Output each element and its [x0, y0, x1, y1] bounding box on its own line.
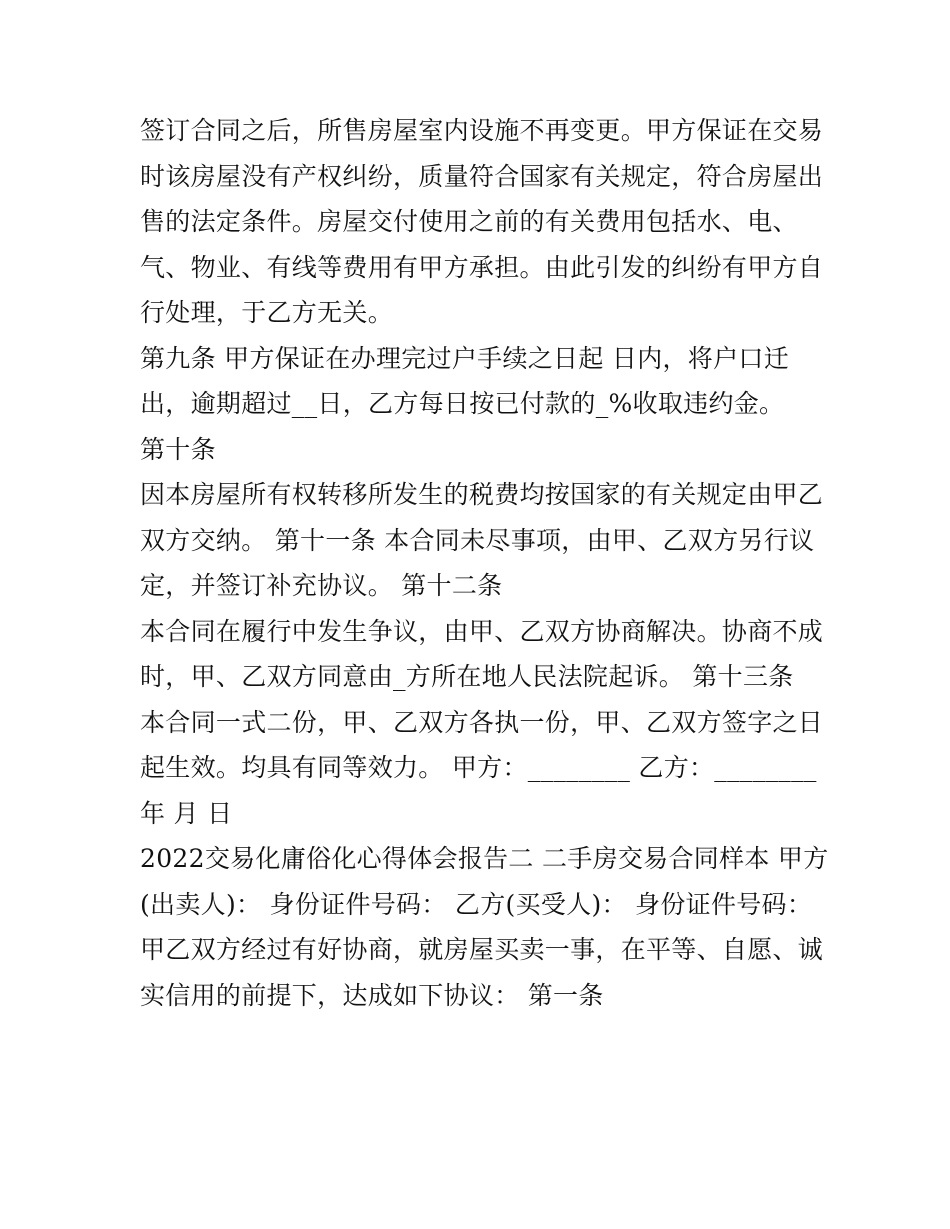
article-9-line-1: 第九条 甲方保证在办理完过户手续之日起 日内，将户口迁 — [140, 343, 789, 373]
article-10-line-1: 因本房屋所有权转移所发生的税费均按国家的有关规定由甲乙 — [140, 480, 824, 509]
agreement-line-1: 甲乙双方经过有好协商，就房屋买卖一事，在平等、自愿、诚 — [140, 935, 824, 964]
text-line-3: 售的法定条件。房屋交付使用之前的有关费用包括水、电、 — [140, 207, 798, 236]
article-12-line-2: 时，甲、乙双方同意由_方所在地人民法院起诉。 第十三条 — [140, 662, 794, 691]
article-13-line-1: 本合同一式二份，甲、乙双方各执一份，甲、乙双方签字之日 — [140, 707, 824, 737]
signature-line: 起生效。均具有同等效力。 甲方：________ 乙方：________ — [140, 753, 817, 782]
article-11-line-2: 定，并签订补充协议。 第十二条 — [140, 571, 503, 600]
agreement-line-2: 实信用的前提下，达成如下协议： 第一条 — [140, 980, 604, 1010]
text-line-5: 行处理，于乙方无关。 — [140, 298, 394, 327]
article-11-line-1: 双方交纳。 第十一条 本合同未尽事项，由甲、乙双方另行议 — [140, 525, 815, 555]
text-line-1: 签订合同之后，所售房屋室内设施不再变更。甲方保证在交易 — [140, 116, 824, 145]
second-contract-title: 2022交易化庸俗化心得体会报告二 二手房交易合同样本 甲方 — [140, 844, 829, 873]
contract-text — [140, 108, 829, 1018]
article-9-line-2: 出，逾期超过__日，乙方每日按已付款的_%收取违约金。 — [140, 389, 785, 418]
article-12-line-1: 本合同在履行中发生争议，由甲、乙双方协商解决。协商不成 — [140, 616, 824, 646]
text-line-4: 气、物业、有线等费用有甲方承担。由此引发的纠纷有甲方自 — [140, 252, 824, 282]
article-10-heading: 第十条 — [140, 434, 216, 464]
date-line: 年 月 日 — [140, 798, 233, 828]
parties-line: (出卖人)： 身份证件号码： 乙方(买受人)： 身份证件号码： — [140, 889, 813, 919]
text-line-2: 时该房屋没有产权纠纷，质量符合国家有关规定，符合房屋出 — [140, 161, 824, 191]
